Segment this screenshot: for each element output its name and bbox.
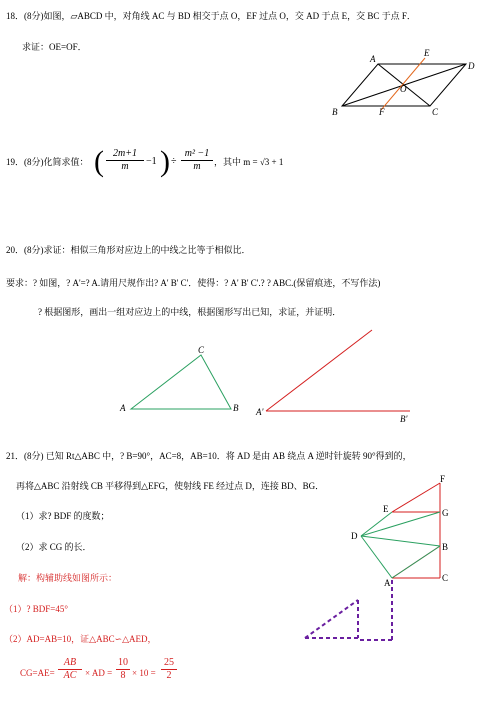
q21-figure bbox=[305, 483, 440, 640]
q20-ray-a-prime bbox=[266, 330, 372, 411]
q18-label-b: B bbox=[332, 107, 338, 117]
q21-fraction-ab-ac bbox=[58, 657, 82, 682]
q21-fraction-25-2 bbox=[161, 657, 177, 682]
q21-solution-1: （1）? BDF=45° bbox=[4, 604, 68, 614]
q21-helper-diagonal bbox=[305, 600, 358, 638]
q19-div-sign: ÷ bbox=[171, 156, 177, 167]
q21-segment-ab bbox=[392, 546, 440, 578]
q20-text-line2: 要求：? 如图，? A'=? A.请用尺规作出? A' B' C'．使得：? A' B' C'.? ? ABC.(保留痕迹，不写作法) bbox=[6, 278, 381, 288]
q21-label-d: D bbox=[351, 531, 358, 541]
q21-segment-db bbox=[361, 536, 440, 546]
q21-frac-ab: AB bbox=[63, 657, 77, 668]
q18-label-d: D bbox=[468, 61, 475, 71]
q21-segment-de bbox=[361, 512, 392, 536]
q21-label-b: B bbox=[442, 542, 449, 552]
q21-label-c: C bbox=[442, 573, 449, 583]
q18-label-o: O bbox=[400, 84, 407, 94]
q19-prefix: 19．(8分)化简求值： bbox=[6, 157, 89, 167]
q21-segment-dg bbox=[361, 512, 440, 536]
q20-text-line3: ? 根据图形，画出一组对应边上的中线，根据图形写出已知，求证，并证明． bbox=[38, 307, 342, 317]
q21-label-f: F bbox=[440, 474, 446, 484]
q20-label-b: B bbox=[233, 403, 239, 413]
q19-num2: m² −1 bbox=[184, 148, 210, 159]
q21-times-ad: × AD = bbox=[85, 668, 113, 678]
q21-solution-2: （2）AD=AB=10，证△ABC∽△AED， bbox=[4, 634, 157, 644]
q20-triangle-abc bbox=[131, 355, 231, 409]
q21-segment-da bbox=[361, 536, 392, 578]
q21-cg-prefix: CG=AE= bbox=[20, 668, 55, 678]
q21-label-e: E bbox=[383, 504, 389, 514]
q21-label-a: A bbox=[384, 578, 391, 588]
q21-frac-ac: AC bbox=[58, 669, 82, 682]
q19-den1: m bbox=[106, 160, 144, 173]
q21-sub2: （2）求 CG 的长． bbox=[16, 542, 92, 552]
q19-fraction-2 bbox=[181, 148, 213, 173]
q20-label-c: C bbox=[198, 345, 205, 355]
q19-suffix: ，其中 m = √3 + 1 bbox=[214, 157, 284, 167]
q21-frac-8: 8 bbox=[116, 669, 130, 682]
q21-label-g: G bbox=[442, 508, 449, 518]
q21-solution-head: 解：构辅助线如图所示： bbox=[18, 573, 118, 583]
q18-label-c: C bbox=[432, 107, 439, 117]
q19-num1: 2m+1 bbox=[113, 148, 137, 159]
q18-label-e: E bbox=[424, 48, 430, 58]
q21-sub1: （1）求? BDF 的度数； bbox=[16, 511, 110, 521]
q19-close-paren: ) bbox=[160, 145, 170, 178]
q21-frac-25: 25 bbox=[164, 657, 174, 668]
q18-text-line2: 求证：OE=OF． bbox=[22, 42, 87, 52]
q21-segment-ef bbox=[392, 483, 440, 512]
q20-label-a: A bbox=[120, 403, 126, 413]
q20-text-line1: 20．(8分)求证：相似三角形对应边上的中线之比等于相似比． bbox=[6, 245, 251, 255]
q18-label-a: A bbox=[370, 54, 376, 64]
q18-text-line1: 18．(8分)如图，▱ABCD 中，对角线 AC 与 BD 相交于点 O，EF 过点 O，交 AD 于点 E，交 BC 于点 F． bbox=[6, 11, 416, 21]
q19-den2: m bbox=[181, 160, 213, 173]
q19-fraction-1 bbox=[106, 148, 144, 173]
q19-minus-one: −1 bbox=[146, 156, 157, 167]
q21-fraction-10-8 bbox=[116, 657, 130, 682]
q20-label-a-prime: A' bbox=[256, 407, 264, 417]
q21-frac-2: 2 bbox=[161, 669, 177, 682]
q19-open-paren: ( bbox=[94, 145, 104, 178]
q21-text-line1: 21．(8分) 已知 Rt△ABC 中，? B=90°，AC=8，AB=10．将 AD 是由 AB 绕点 A 逆时针旋转 90°得到的， bbox=[6, 451, 412, 461]
q20-label-b-prime: B' bbox=[400, 414, 408, 424]
q18-label-f: F bbox=[379, 107, 385, 117]
q21-text-line2: 再将△ABC 沿射线 CB 平移得到△EFG，使射线 FE 经过点 D，连接 BD、BG． bbox=[16, 481, 325, 491]
q21-times-10: × 10 = bbox=[132, 668, 156, 678]
q21-frac-10: 10 bbox=[118, 657, 128, 668]
